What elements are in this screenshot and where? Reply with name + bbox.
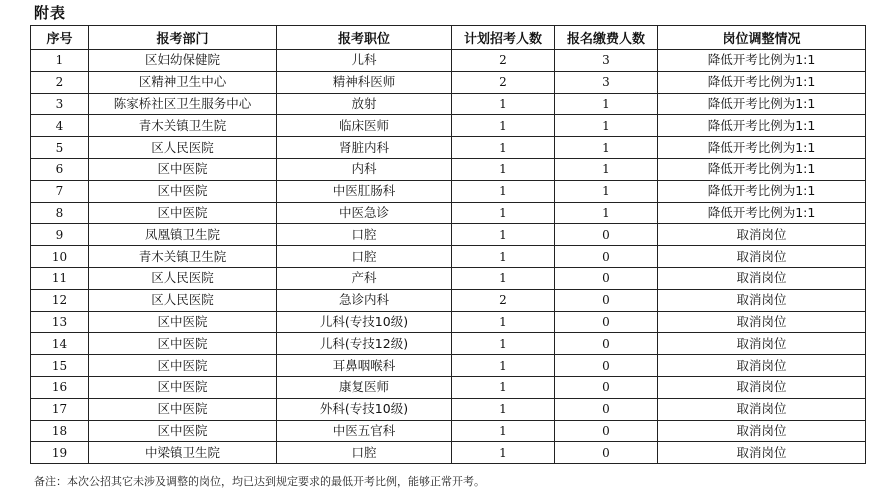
cell-adjustment: 取消岗位	[658, 398, 866, 420]
header-department: 报考部门	[89, 26, 277, 50]
table-row	[31, 180, 866, 202]
cell-department: 青木关镇卫生院	[89, 246, 277, 268]
cell-position: 儿科(专技12级)	[277, 333, 452, 355]
cell-department: 区中医院	[89, 311, 277, 333]
table-row	[31, 71, 866, 93]
table-row	[31, 137, 866, 159]
table-body	[31, 50, 866, 464]
cell-planned-count: 1	[452, 267, 555, 289]
cell-serial: 1	[31, 50, 89, 72]
cell-department: 区人民医院	[89, 267, 277, 289]
cell-paid-count: 0	[555, 420, 658, 442]
cell-department: 区人民医院	[89, 289, 277, 311]
cell-department: 区中医院	[89, 376, 277, 398]
table-row	[31, 202, 866, 224]
cell-planned-count: 1	[452, 311, 555, 333]
cell-paid-count: 0	[555, 442, 658, 464]
table-row	[31, 398, 866, 420]
cell-planned-count: 1	[452, 246, 555, 268]
cell-position: 口腔	[277, 442, 452, 464]
cell-adjustment: 取消岗位	[658, 246, 866, 268]
cell-paid-count: 1	[555, 137, 658, 159]
cell-planned-count: 1	[452, 137, 555, 159]
header-paid-count: 报名缴费人数	[555, 26, 658, 50]
cell-department: 区中医院	[89, 420, 277, 442]
cell-position: 肾脏内科	[277, 137, 452, 159]
table-row	[31, 158, 866, 180]
cell-adjustment: 降低开考比例为1:1	[658, 158, 866, 180]
cell-department: 区妇幼保健院	[89, 50, 277, 72]
cell-position: 儿科	[277, 50, 452, 72]
cell-serial: 16	[31, 376, 89, 398]
cell-position: 临床医师	[277, 115, 452, 137]
cell-department: 中梁镇卫生院	[89, 442, 277, 464]
cell-adjustment: 取消岗位	[658, 267, 866, 289]
cell-paid-count: 3	[555, 71, 658, 93]
cell-adjustment: 取消岗位	[658, 355, 866, 377]
cell-paid-count: 0	[555, 311, 658, 333]
header-serial: 序号	[31, 26, 89, 50]
cell-serial: 10	[31, 246, 89, 268]
cell-serial: 7	[31, 180, 89, 202]
cell-paid-count: 0	[555, 355, 658, 377]
cell-paid-count: 0	[555, 267, 658, 289]
cell-planned-count: 1	[452, 224, 555, 246]
table-header-row	[31, 26, 866, 50]
cell-planned-count: 1	[452, 333, 555, 355]
cell-serial: 12	[31, 289, 89, 311]
cell-position: 儿科(专技10级)	[277, 311, 452, 333]
table-row	[31, 420, 866, 442]
cell-department: 区中医院	[89, 158, 277, 180]
table-row	[31, 50, 866, 72]
cell-adjustment: 降低开考比例为1:1	[658, 180, 866, 202]
cell-serial: 15	[31, 355, 89, 377]
cell-paid-count: 0	[555, 333, 658, 355]
cell-paid-count: 3	[555, 50, 658, 72]
cell-position: 耳鼻咽喉科	[277, 355, 452, 377]
cell-adjustment: 取消岗位	[658, 311, 866, 333]
cell-paid-count: 1	[555, 115, 658, 137]
cell-position: 内科	[277, 158, 452, 180]
cell-paid-count: 0	[555, 224, 658, 246]
cell-planned-count: 1	[452, 442, 555, 464]
cell-department: 区中医院	[89, 202, 277, 224]
cell-department: 区中医院	[89, 398, 277, 420]
cell-adjustment: 取消岗位	[658, 442, 866, 464]
cell-serial: 6	[31, 158, 89, 180]
cell-planned-count: 1	[452, 180, 555, 202]
cell-position: 中医肛肠科	[277, 180, 452, 202]
cell-planned-count: 1	[452, 376, 555, 398]
cell-department: 陈家桥社区卫生服务中心	[89, 93, 277, 115]
table-row	[31, 224, 866, 246]
cell-serial: 8	[31, 202, 89, 224]
cell-planned-count: 1	[452, 202, 555, 224]
appendix-table	[30, 25, 866, 464]
cell-paid-count: 1	[555, 180, 658, 202]
cell-paid-count: 0	[555, 246, 658, 268]
table-row	[31, 376, 866, 398]
cell-serial: 11	[31, 267, 89, 289]
table-row	[31, 355, 866, 377]
footnote: 备注：本次公招其它未涉及调整的岗位，均已达到规定要求的最低开考比例，能够正常开考。	[34, 475, 485, 488]
header-adjustment: 岗位调整情况	[658, 26, 866, 50]
cell-planned-count: 2	[452, 289, 555, 311]
cell-adjustment: 取消岗位	[658, 224, 866, 246]
cell-adjustment: 降低开考比例为1:1	[658, 115, 866, 137]
cell-adjustment: 降低开考比例为1:1	[658, 202, 866, 224]
cell-position: 中医五官科	[277, 420, 452, 442]
table-row	[31, 246, 866, 268]
cell-planned-count: 1	[452, 115, 555, 137]
cell-paid-count: 0	[555, 289, 658, 311]
cell-adjustment: 取消岗位	[658, 376, 866, 398]
cell-adjustment: 降低开考比例为1:1	[658, 71, 866, 93]
cell-department: 区精神卫生中心	[89, 71, 277, 93]
table-row	[31, 311, 866, 333]
header-position: 报考职位	[277, 26, 452, 50]
cell-department: 区中医院	[89, 333, 277, 355]
cell-department: 区中医院	[89, 180, 277, 202]
cell-paid-count: 1	[555, 202, 658, 224]
cell-serial: 14	[31, 333, 89, 355]
table-row	[31, 267, 866, 289]
cell-adjustment: 降低开考比例为1:1	[658, 137, 866, 159]
cell-adjustment: 取消岗位	[658, 333, 866, 355]
cell-position: 放射	[277, 93, 452, 115]
cell-planned-count: 1	[452, 398, 555, 420]
cell-paid-count: 1	[555, 93, 658, 115]
cell-paid-count: 0	[555, 398, 658, 420]
cell-department: 区中医院	[89, 355, 277, 377]
header-planned-count: 计划招考人数	[452, 26, 555, 50]
cell-planned-count: 2	[452, 71, 555, 93]
cell-department: 青木关镇卫生院	[89, 115, 277, 137]
cell-planned-count: 2	[452, 50, 555, 72]
cell-department: 凤凰镇卫生院	[89, 224, 277, 246]
cell-serial: 13	[31, 311, 89, 333]
table-row	[31, 333, 866, 355]
cell-position: 口腔	[277, 224, 452, 246]
cell-adjustment: 降低开考比例为1:1	[658, 50, 866, 72]
cell-adjustment: 降低开考比例为1:1	[658, 93, 866, 115]
cell-serial: 3	[31, 93, 89, 115]
cell-paid-count: 1	[555, 158, 658, 180]
cell-adjustment: 取消岗位	[658, 289, 866, 311]
cell-serial: 18	[31, 420, 89, 442]
cell-planned-count: 1	[452, 420, 555, 442]
cell-department: 区人民医院	[89, 137, 277, 159]
cell-adjustment: 取消岗位	[658, 420, 866, 442]
cell-position: 外科(专技10级)	[277, 398, 452, 420]
cell-serial: 4	[31, 115, 89, 137]
cell-planned-count: 1	[452, 355, 555, 377]
cell-position: 康复医师	[277, 376, 452, 398]
page-title: 附表	[34, 4, 67, 22]
cell-serial: 2	[31, 71, 89, 93]
cell-position: 精神科医师	[277, 71, 452, 93]
cell-serial: 5	[31, 137, 89, 159]
table-row	[31, 115, 866, 137]
cell-position: 口腔	[277, 246, 452, 268]
cell-planned-count: 1	[452, 158, 555, 180]
cell-paid-count: 0	[555, 376, 658, 398]
cell-serial: 19	[31, 442, 89, 464]
cell-position: 产科	[277, 267, 452, 289]
cell-planned-count: 1	[452, 93, 555, 115]
table-row	[31, 289, 866, 311]
cell-position: 急诊内科	[277, 289, 452, 311]
table-row	[31, 93, 866, 115]
cell-serial: 9	[31, 224, 89, 246]
table-row	[31, 442, 866, 464]
cell-position: 中医急诊	[277, 202, 452, 224]
cell-serial: 17	[31, 398, 89, 420]
